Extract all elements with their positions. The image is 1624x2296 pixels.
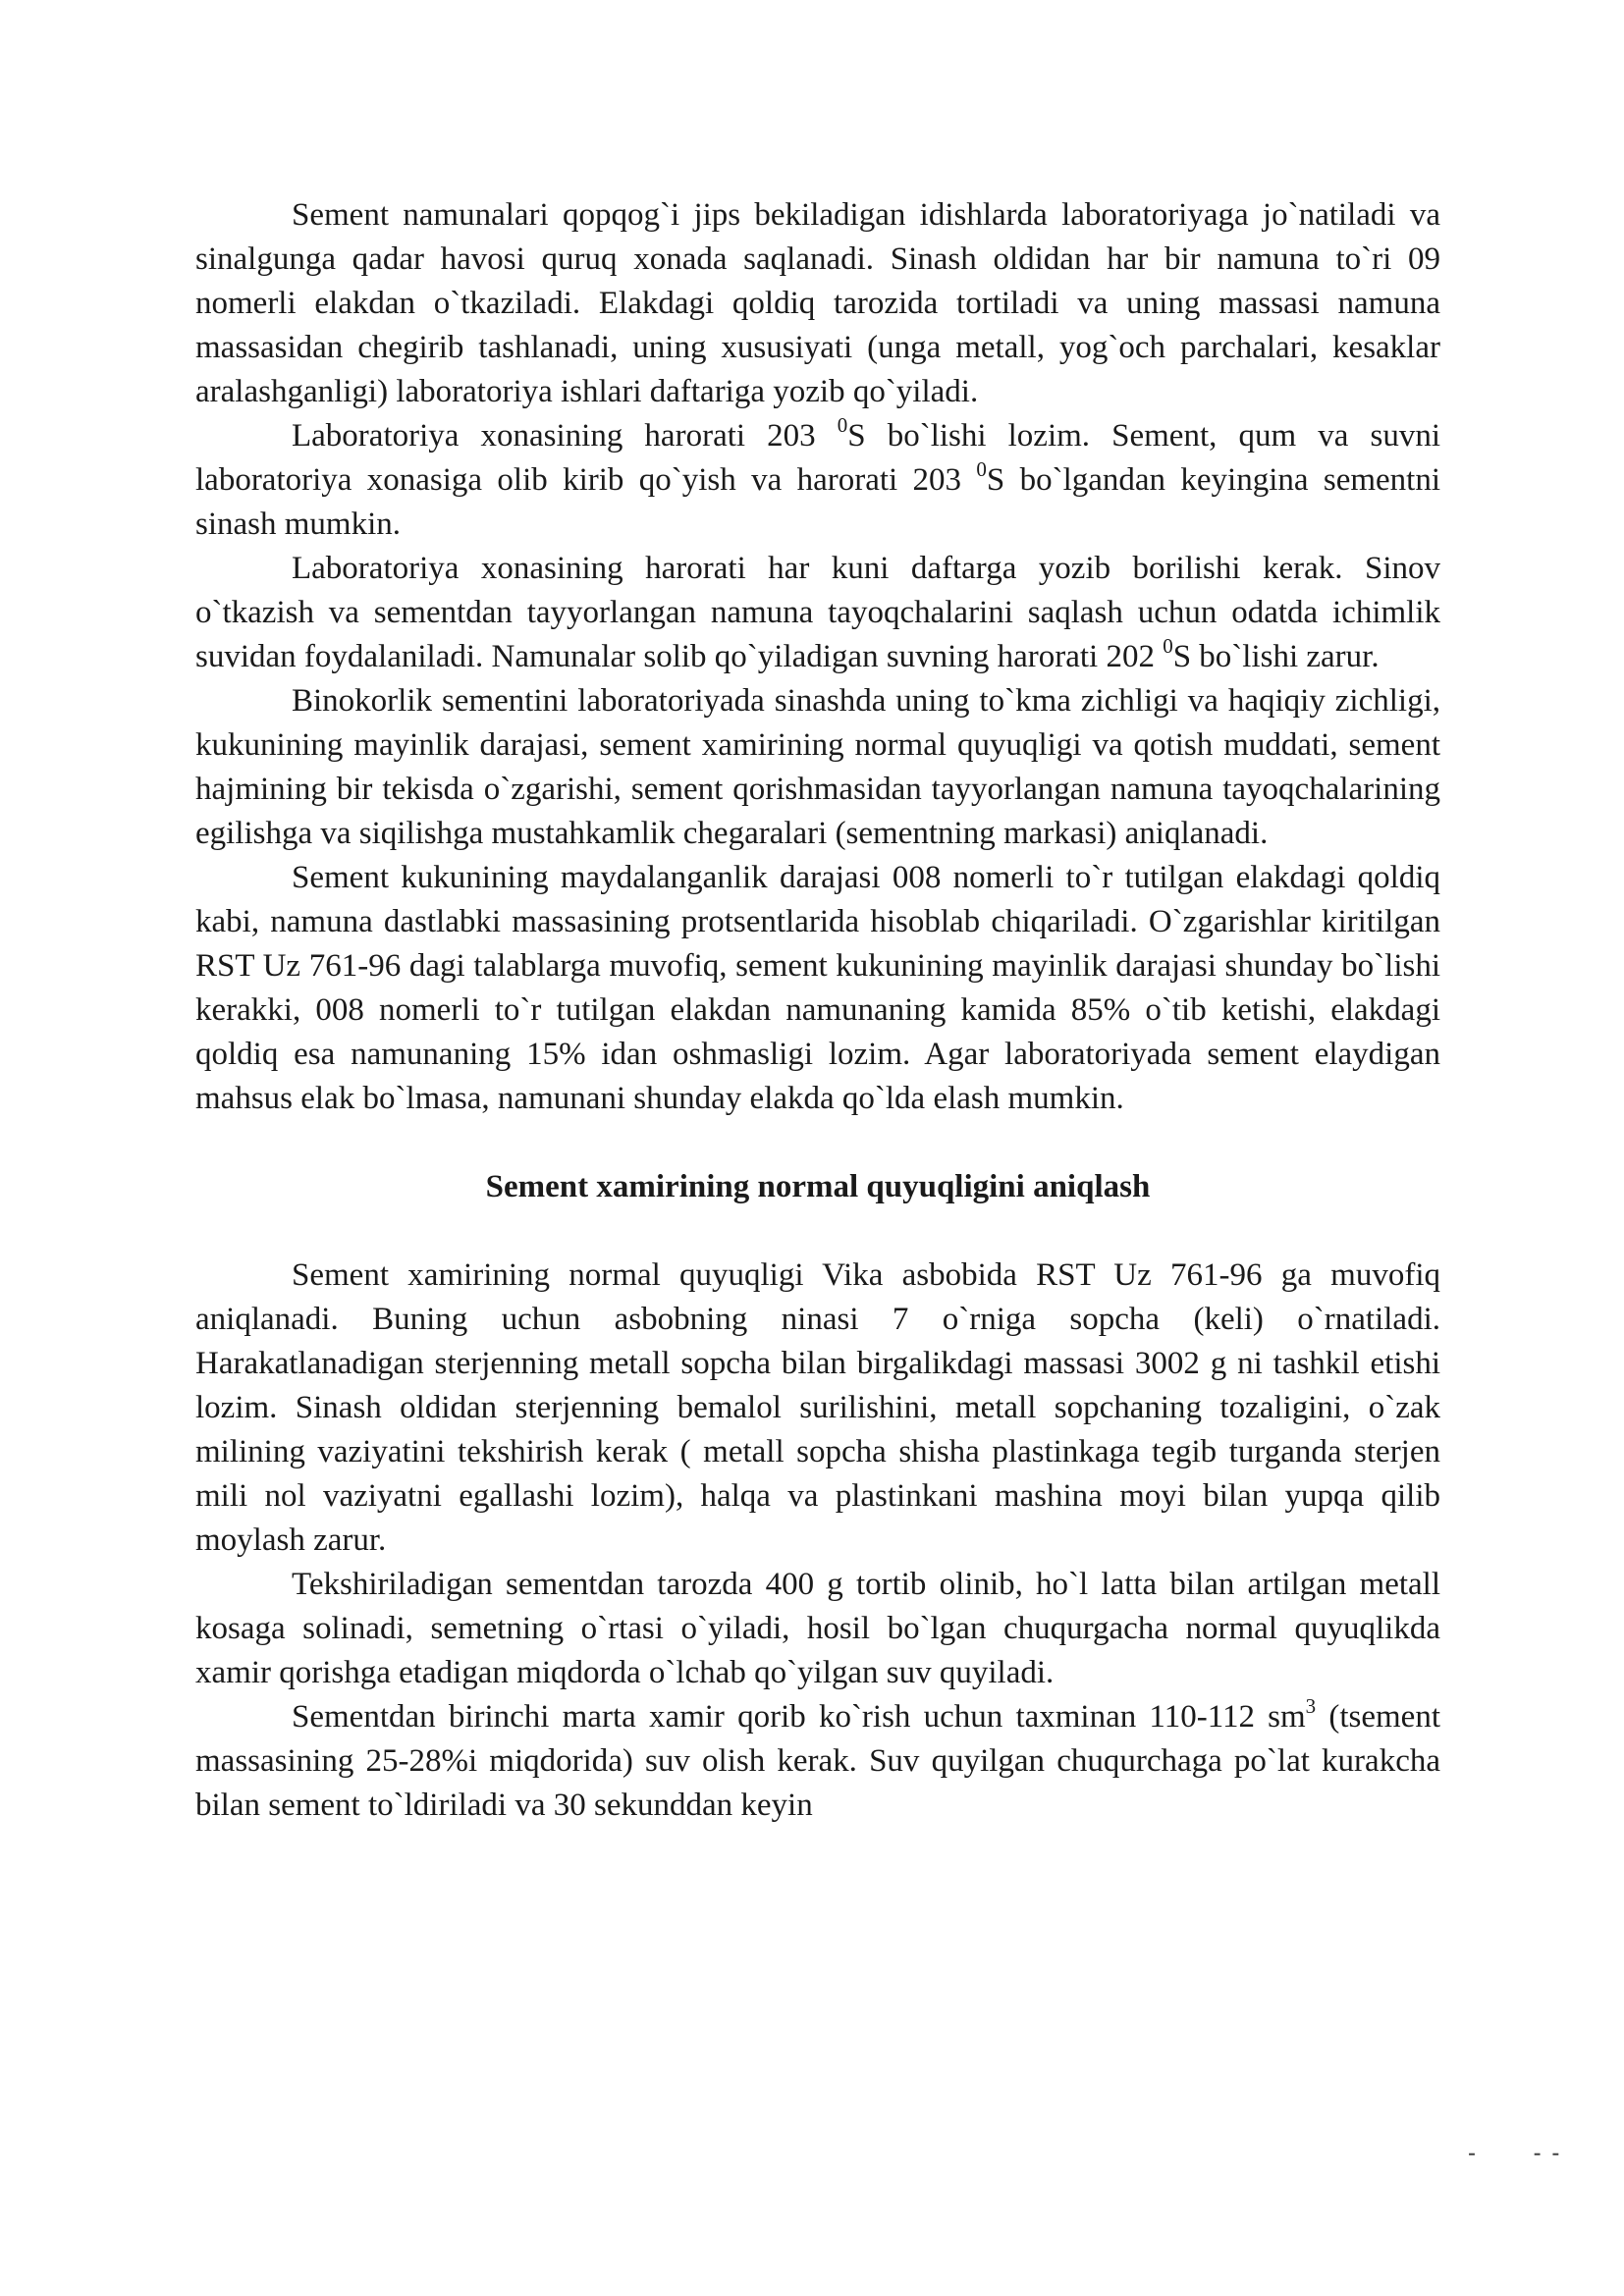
section-normal-consistency (195, 1254, 1440, 1828)
text-run: Sement kukunining maydalanganlik darajasi 008 nomerli to`r tutilgan elakdagi qoldiq kabi, namuna dastlabki massasining protsentlarida hisoblab chiqariladi. O`zgarishlar kiritilgan RST Uz 761-96 dagi talablarga muvofiq, sement kukunining mayinlik darajasi shunday bo`lishi kerakki, 008 nomerli to`r tutilgan elakdan namunaning kamida 85% o`tib ketishi, elakdagi qoldiq esa namunaning 15% idan oshmasligi lozim. Agar laboratoriyada sement elaydigan mahsus elak bo`lmasa, namunani shunday elakda qo`lda elash mumkin. (195, 860, 1440, 1116)
superscript: 0 (837, 413, 848, 437)
text-run: Sement xamirining normal quyuqligi Vika asbobida RST Uz 761-96 ga muvofiq aniqlanadi. Buning uchun asbobning ninasi 7 o`rniga sopcha (keli) o`rnatiladi. Harakatlanadigan sterjenning metall sopcha bilan birgalikdagi massasi 3002 g ni tashkil etishi lozim. Sinash oldidan sterjenning bemalol surilishini, metall sopchaning tozaligini, o`zak milining vaziyatini tekshirish kerak ( metall sopcha shisha plastinkaga tegib turganda sterjen mili nol vaziyatni egallashi lozim), halqa va plastinkani mashina moyi bilan yupqa qilib moylash zarur. (195, 1257, 1440, 1558)
section-intro (195, 193, 1440, 1121)
section-heading: Sement xamirining normal quyuqligini aniqlash (485, 1169, 1151, 1204)
footer-mark-right: - - (1533, 2140, 1562, 2166)
page-footer-marks (1468, 2140, 1561, 2167)
text-run: Laboratoriya xonasining harorati har kuni daftarga yozib borilishi kerak. Sinov o`tkazish va sementdan tayyorlangan namuna tayoqchalarini saqlash uchun odatda ichimlik suvidan foydalaniladi. Namunalar solib qo`yiladigan suvning harorati 202 (195, 551, 1440, 674)
text-run: Laboratoriya xonasining harorati 203 (292, 418, 838, 454)
text-run: Sementdan birinchi marta xamir qorib ko`rish uchun taxminan 110-112 sm (292, 1699, 1306, 1735)
document-page (195, 193, 1440, 1828)
paragraph (195, 414, 1440, 547)
text-run: (tsement massasining 25-28%i miqdorida) suv olish kerak. Suv quyilgan chuqurchaga po`lat kurakcha bilan sement to`ldiriladi va 30 sekunddan keyin (195, 1699, 1440, 1823)
paragraph (195, 679, 1440, 856)
paragraph (195, 1695, 1440, 1828)
superscript: 0 (976, 457, 987, 481)
superscript: 3 (1305, 1694, 1317, 1718)
text-run: S bo`lishi lozim. Sement, qum va suvni laboratoriya xonasiga olib kirib qo`yish va harorati 203 (195, 418, 1440, 498)
superscript: 0 (1163, 634, 1173, 658)
paragraph (195, 1563, 1440, 1695)
footer-mark-left: - (1468, 2140, 1478, 2166)
text-run: S bo`lishi zarur. (1172, 639, 1380, 674)
text-run: S bo`lgandan keyingina sementni sinash mumkin. (195, 462, 1440, 542)
paragraph (195, 856, 1440, 1121)
text-run: Binokorlik sementini laboratoriyada sinashda uning to`kma zichligi va haqiqiy zichligi, kukunining mayinlik darajasi, sement xamirining normal quyuqligi va qotish muddati, sement hajmining bir tekisda o`zgarishi, sement qorishmasidan tayyorlangan namuna tayoqchalarining egilishga va siqilishga mustahkamlik chegaralari (sementning markasi) aniqlanadi. (195, 683, 1440, 851)
text-run: Tekshiriladigan sementdan tarozda 400 g tortib olinib, ho`l latta bilan artilgan metall kosaga solinadi, semetning o`rtasi o`yiladi, hosil bo`lgan chuqurgacha normal quyuqlikda xamir qorishga etadigan miqdorda o`lchab qo`yilgan suv quyiladi. (195, 1567, 1440, 1690)
text-run: Sement namunalari qopqog`i jips bekiladigan idishlarda laboratoriyaga jo`natiladi va sinalgunga qadar havosi quruq xonada saqlanadi. Sinash oldidan har bir namuna to`ri 09 nomerli elakdan o`tkaziladi. Elakdagi qoldiq tarozida tortiladi va uning massasi namuna massasidan chegirib tashlanadi, uning xususiyati (unga metall, yog`och parchalari, kesaklar aralashganligi) laboratoriya ishlari daftariga yozib qo`yiladi. (195, 197, 1440, 409)
paragraph (195, 1254, 1440, 1563)
paragraph (195, 547, 1440, 679)
paragraph (195, 193, 1440, 414)
